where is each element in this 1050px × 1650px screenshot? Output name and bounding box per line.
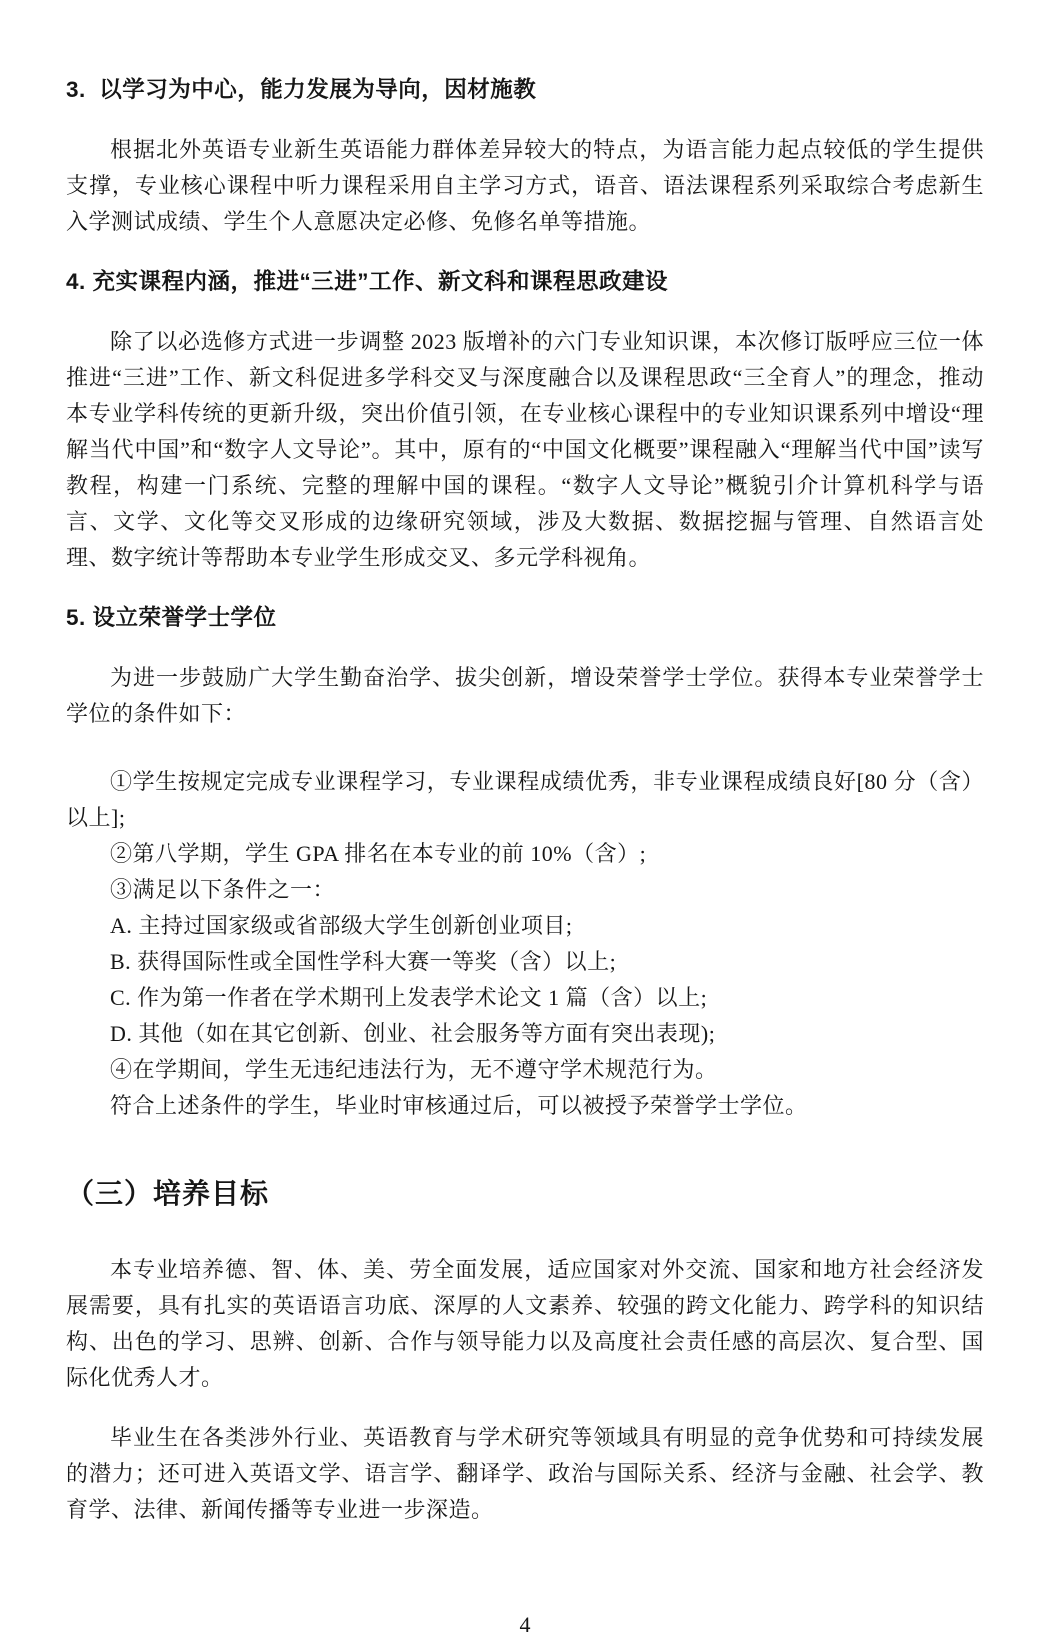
list-item-condition-2: ②第八学期，学生 GPA 排名在本专业的前 10%（含）;: [110, 841, 647, 866]
section-heading-3: 3. 以学习为中心，能力发展为导向，因材施教: [66, 77, 537, 102]
list-item-option-b: B. 获得国际性或全国性学科大赛一等奖（含）以上;: [110, 949, 617, 974]
section-heading-4: 4. 充实课程内涵，推进“三进”工作、新文科和课程思政建设: [66, 269, 669, 294]
body-paragraph: 为进一步鼓励广大学生勤奋治学、拔尖创新，增设荣誉学士学位。获得本专业荣誉学士学位的条件如下：: [66, 665, 984, 726]
body-paragraph: 根据北外英语专业新生英语能力群体差异较大的特点，为语言能力起点较低的学生提供支撑，专业核心课程中听力课程采用自主学习方式，语音、语法课程系列采取综合考虑新生入学测试成绩、学生个人意愿决定必修、免修名单等措施。: [66, 137, 984, 234]
list-item-option-a: A. 主持过国家级或省部级大学生创新创业项目;: [110, 913, 573, 938]
body-paragraph: 毕业生在各类涉外行业、英语教育与学术研究等领域具有明显的竞争优势和可持续发展的潜力；还可进入英语文学、语言学、翻译学、政治与国际关系、经济与金融、社会学、教育学、法律、新闻传播等专业进一步深造。: [66, 1425, 984, 1522]
page-number: 4: [519, 1612, 531, 1637]
list-item-condition-4: ④在学期间，学生无违纪违法行为，无不遵守学术规范行为。: [110, 1057, 718, 1082]
list-item-condition-1: ①学生按规定完成专业课程学习，专业课程成绩优秀，非专业课程成绩良好[80 分（含）以上];: [66, 769, 984, 830]
list-item-condition-3: ③满足以下条件之一：: [110, 877, 336, 902]
list-item-option-d: D. 其他（如在其它创新、创业、社会服务等方面有突出表现);: [110, 1021, 716, 1046]
body-paragraph: 除了以必选修方式进一步调整 2023 版增补的六门专业知识课，本次修订版呼应三位一体推进“三进”工作、新文科促进多学科交叉与深度融合以及课程思政“三全育人”的理念，推动本专业学科传统的更新升级，突出价值引领，在专业核心课程中的专业知识课系列中增设“理解当代中国”和“数字人文导论”。其中，原有的“中国文化概要”课程融入“理解当代中国”读写教程，构建一门系统、完整的理解中国的课程。“数字人文导论”概貌引介计算机科学与语言、文学、文化等交叉形成的边缘研究领域，涉及大数据、数据挖掘与管理、自然语言处理、数字统计等帮助本专业学生形成交叉、多元学科视角。: [66, 329, 984, 570]
page-footer: [0, 1612, 1050, 1638]
list-item-conclusion: 符合上述条件的学生，毕业时审核通过后，可以被授予荣誉学士学位。: [110, 1093, 808, 1118]
section-heading-5: 5. 设立荣誉学士学位: [66, 605, 277, 630]
list-item-option-c: C. 作为第一作者在学术期刊上发表学术论文 1 篇（含）以上;: [110, 985, 708, 1010]
body-paragraph: 本专业培养德、智、体、美、劳全面发展，适应国家对外交流、国家和地方社会经济发展需要，具有扎实的英语语言功底、深厚的人文素养、较强的跨文化能力、跨学科的知识结构、出色的学习、思辨、创新、合作与领导能力以及高度社会责任感的高层次、复合型、国际化优秀人才。: [66, 1257, 984, 1390]
chapter-heading-training-objectives: （三）培养目标: [66, 1178, 270, 1209]
